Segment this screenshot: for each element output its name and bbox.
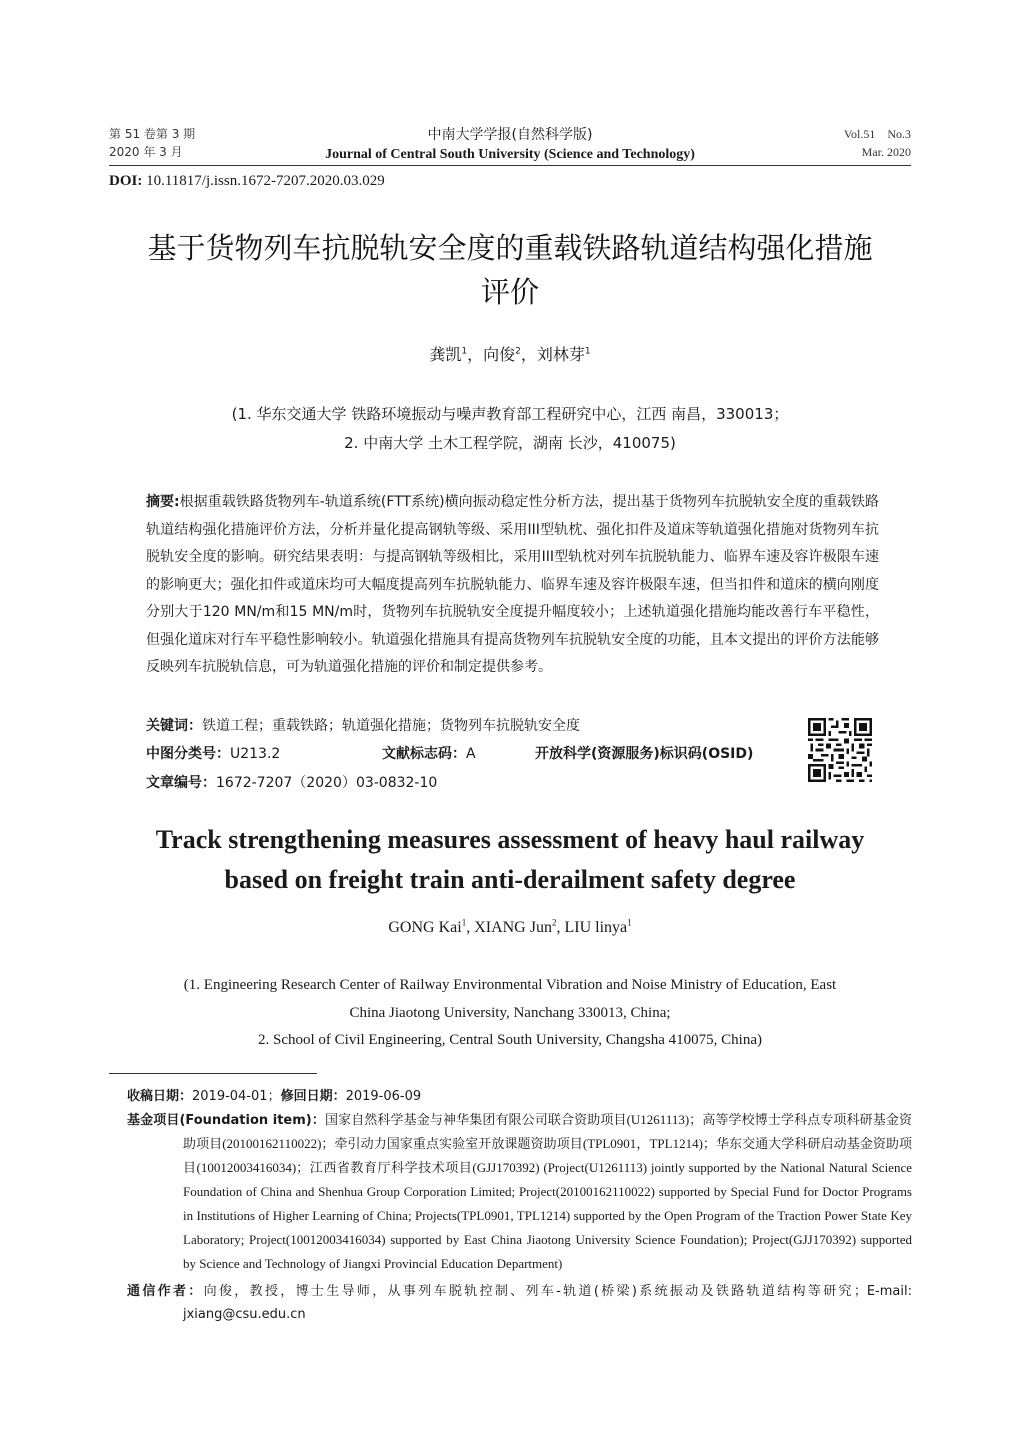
abstract-label: 摘要: (146, 494, 180, 510)
affiliation-cn-2: 2. 中南大学 土木工程学院，湖南 长沙，410075) (344, 434, 676, 452)
header-date-en: Mar. 2020 (861, 145, 911, 159)
header-volume-cn: 第 51 卷第 3 期 (109, 127, 196, 141)
paper-title-en (100, 820, 920, 900)
author-en-name: GONG Kai (388, 919, 462, 936)
affiliation-en-2: China Jiaotong University, Nanchang 330013, China; (349, 1004, 671, 1021)
authors-en (110, 917, 910, 939)
header-rule (109, 165, 911, 166)
qr-code-icon[interactable] (808, 718, 872, 782)
authors-cn (110, 343, 910, 367)
header-journal-block (250, 125, 770, 165)
osid-label (535, 744, 753, 764)
header-date-cn: 2020 年 3 月 (109, 145, 183, 159)
paper-title-cn-line1: 基于货物列车抗脱轨安全度的重载铁路轨道结构强化措施 (147, 231, 873, 265)
author-cn-name: 龚凯 (429, 345, 462, 364)
affiliation-en-3: 2. School of Civil Engineering, Central South University, Changsha 410075, China) (258, 1032, 762, 1048)
abstract-cn (146, 489, 879, 682)
paper-title-en-line1: Track strengthening measures assessment of heavy haul railway (155, 825, 865, 854)
footnote-foundation (127, 1108, 912, 1276)
author-en-name: LIU linya (564, 919, 628, 936)
affiliations-cn (110, 400, 910, 458)
doi-link[interactable]: 10.11817/j.issn.1672-7207.2020.03.029 (146, 173, 385, 189)
paper-title-en-line2: based on freight train anti-derailment safety degree (224, 865, 796, 894)
document-code (382, 744, 476, 764)
header-journal-en: Journal of Central South University (Science and Technology) (325, 147, 695, 162)
author-cn-sup: 2 (515, 346, 521, 357)
author-en-sup: 1 (627, 917, 632, 928)
revised-label: 修回日期： (280, 1089, 346, 1104)
affiliation-en-1: (1. Engineering Research Center of Railway Environmental Vibration and Noise Ministry of Education, East (183, 977, 837, 993)
author-cn-sep: ， (467, 345, 484, 364)
author-en-name: XIANG Jun (474, 919, 552, 936)
header-volume-block (109, 125, 195, 161)
footnotes (127, 1085, 912, 1326)
author-en-sep: , (466, 919, 475, 936)
footnote-dates (127, 1085, 912, 1108)
correspondence-label: 通信作者： (127, 1284, 204, 1299)
author-cn-sep: ， (520, 345, 537, 364)
affiliations-en (130, 972, 890, 1055)
author-en-sup: 1 (461, 917, 467, 928)
author-cn-sup: 1 (584, 346, 591, 357)
author-en-sup: 2 (551, 917, 557, 928)
doccode-value: A (466, 746, 476, 762)
article-number-label: 文章编号： (146, 775, 216, 791)
received-label: 收稿日期： (127, 1089, 193, 1104)
clc-label: 中图分类号： (146, 746, 230, 762)
author-cn-name: 向俊 (483, 345, 516, 364)
affiliation-cn-1: (1. 华东交通大学 铁路环境振动与噪声教育部工程研究中心，江西 南昌，330013； (231, 405, 789, 423)
abstract-text: 根据重载铁路货物列车-轨道系统(FTT系统)横向振动稳定性分析方法，提出基于货物列车抗脱轨安全度的重载铁路轨道结构强化措施评价方法，分析并量化提高钢轨等级、采用III型轨枕、强化扣件及道床等轨道强化措施对货物列车抗脱轨安全度的影响。研究结果表明：与提高钢轨等级相比，采用III型轨枕对列车抗脱轨能力、临界车速及容许极限车速的影响更大；强化扣件或道床均可大幅度提高列车抗脱轨能力、临界车速及容许极限车速，但当扣件和道床的横向刚度分别大于120 MN/m和15 MN/m时，货物列车抗脱轨安全度提升幅度较小；上述轨道强化措施均能改善行车平稳性，但强化道床对行车平稳性影响较小。轨道强化措施具有提高货物列车抗脱轨安全度的功能，且本文提出的评价方法能够反映列车抗脱轨信息，可为轨道强化措施的评价和制定提供参考。 (146, 494, 879, 675)
keywords-text: 铁道工程；重载铁路；轨道强化措施；货物列车抗脱轨安全度 (202, 718, 580, 734)
doccode-label: 文献标志码： (382, 746, 466, 762)
foundation-label: 基金项目(Foundation item)： (127, 1113, 325, 1128)
header-volume-en: Vol.51 No.3 (843, 127, 911, 141)
author-en-sep: , (556, 919, 565, 936)
clc-value: U213.2 (230, 746, 281, 762)
revised-date: 2019-06-09 (345, 1089, 422, 1104)
received-date: 2019-04-01； (192, 1089, 281, 1104)
paper-title-cn (100, 226, 920, 314)
doi-label: DOI: (109, 173, 143, 189)
article-number-value: 1672-7207（2020）03-0832-10 (216, 775, 438, 791)
header-journal-cn: 中南大学学报(自然科学版) (427, 127, 593, 143)
clc-number (146, 744, 280, 764)
keywords-cn (146, 716, 580, 736)
foundation-text: 国家自然科学基金与神华集团有限公司联合资助项目(U1261113)；高等学校博士学科点专项科研基金资助项目(20100162110022)；牵引动力国家重点实验室开放课题资助项目(TPL0901，TPL1214)；华东交通大学科研启动基金资助项目(10012003416034)；江西省教育厅科学技术项目(GJJ170392) (Project(U1261113) jointly supported by the National Natural Science Foundation of China and Shenhua Group Corporation Limited; Project(20100162110022) supported by Special Fund for Doctor Programs in Institutions of Higher Learning of China; Projects(TPL0901, TPL1214) supported by the Open Program of the Traction Power State Key Laboratory; Project(10012003416034) supported by East China Jiaotong University Science Foundation); Project(GJJ170392) supported by Science and Technology of Jiangxi Provincial Education Department) (183, 1112, 912, 1271)
author-cn-name: 刘林芽 (536, 345, 585, 364)
footnote-correspondence (127, 1280, 912, 1326)
paper-title-cn-line2: 评价 (480, 275, 539, 309)
correspondence-text: 向俊，教授，博士生导师，从事列车脱轨控制、列车-轨道(桥梁)系统振动及铁路轨道结构等研究；E-mail: jxiang@csu.edu.cn (183, 1284, 912, 1322)
article-number (146, 773, 437, 793)
footnote-rule (109, 1073, 317, 1074)
author-cn-sup: 1 (461, 346, 468, 357)
doi-line (109, 171, 385, 191)
keywords-label: 关键词： (146, 718, 202, 734)
header-volume-en-block (844, 125, 911, 161)
osid-text: 开放科学(资源服务)标识码(OSID) (535, 746, 754, 762)
